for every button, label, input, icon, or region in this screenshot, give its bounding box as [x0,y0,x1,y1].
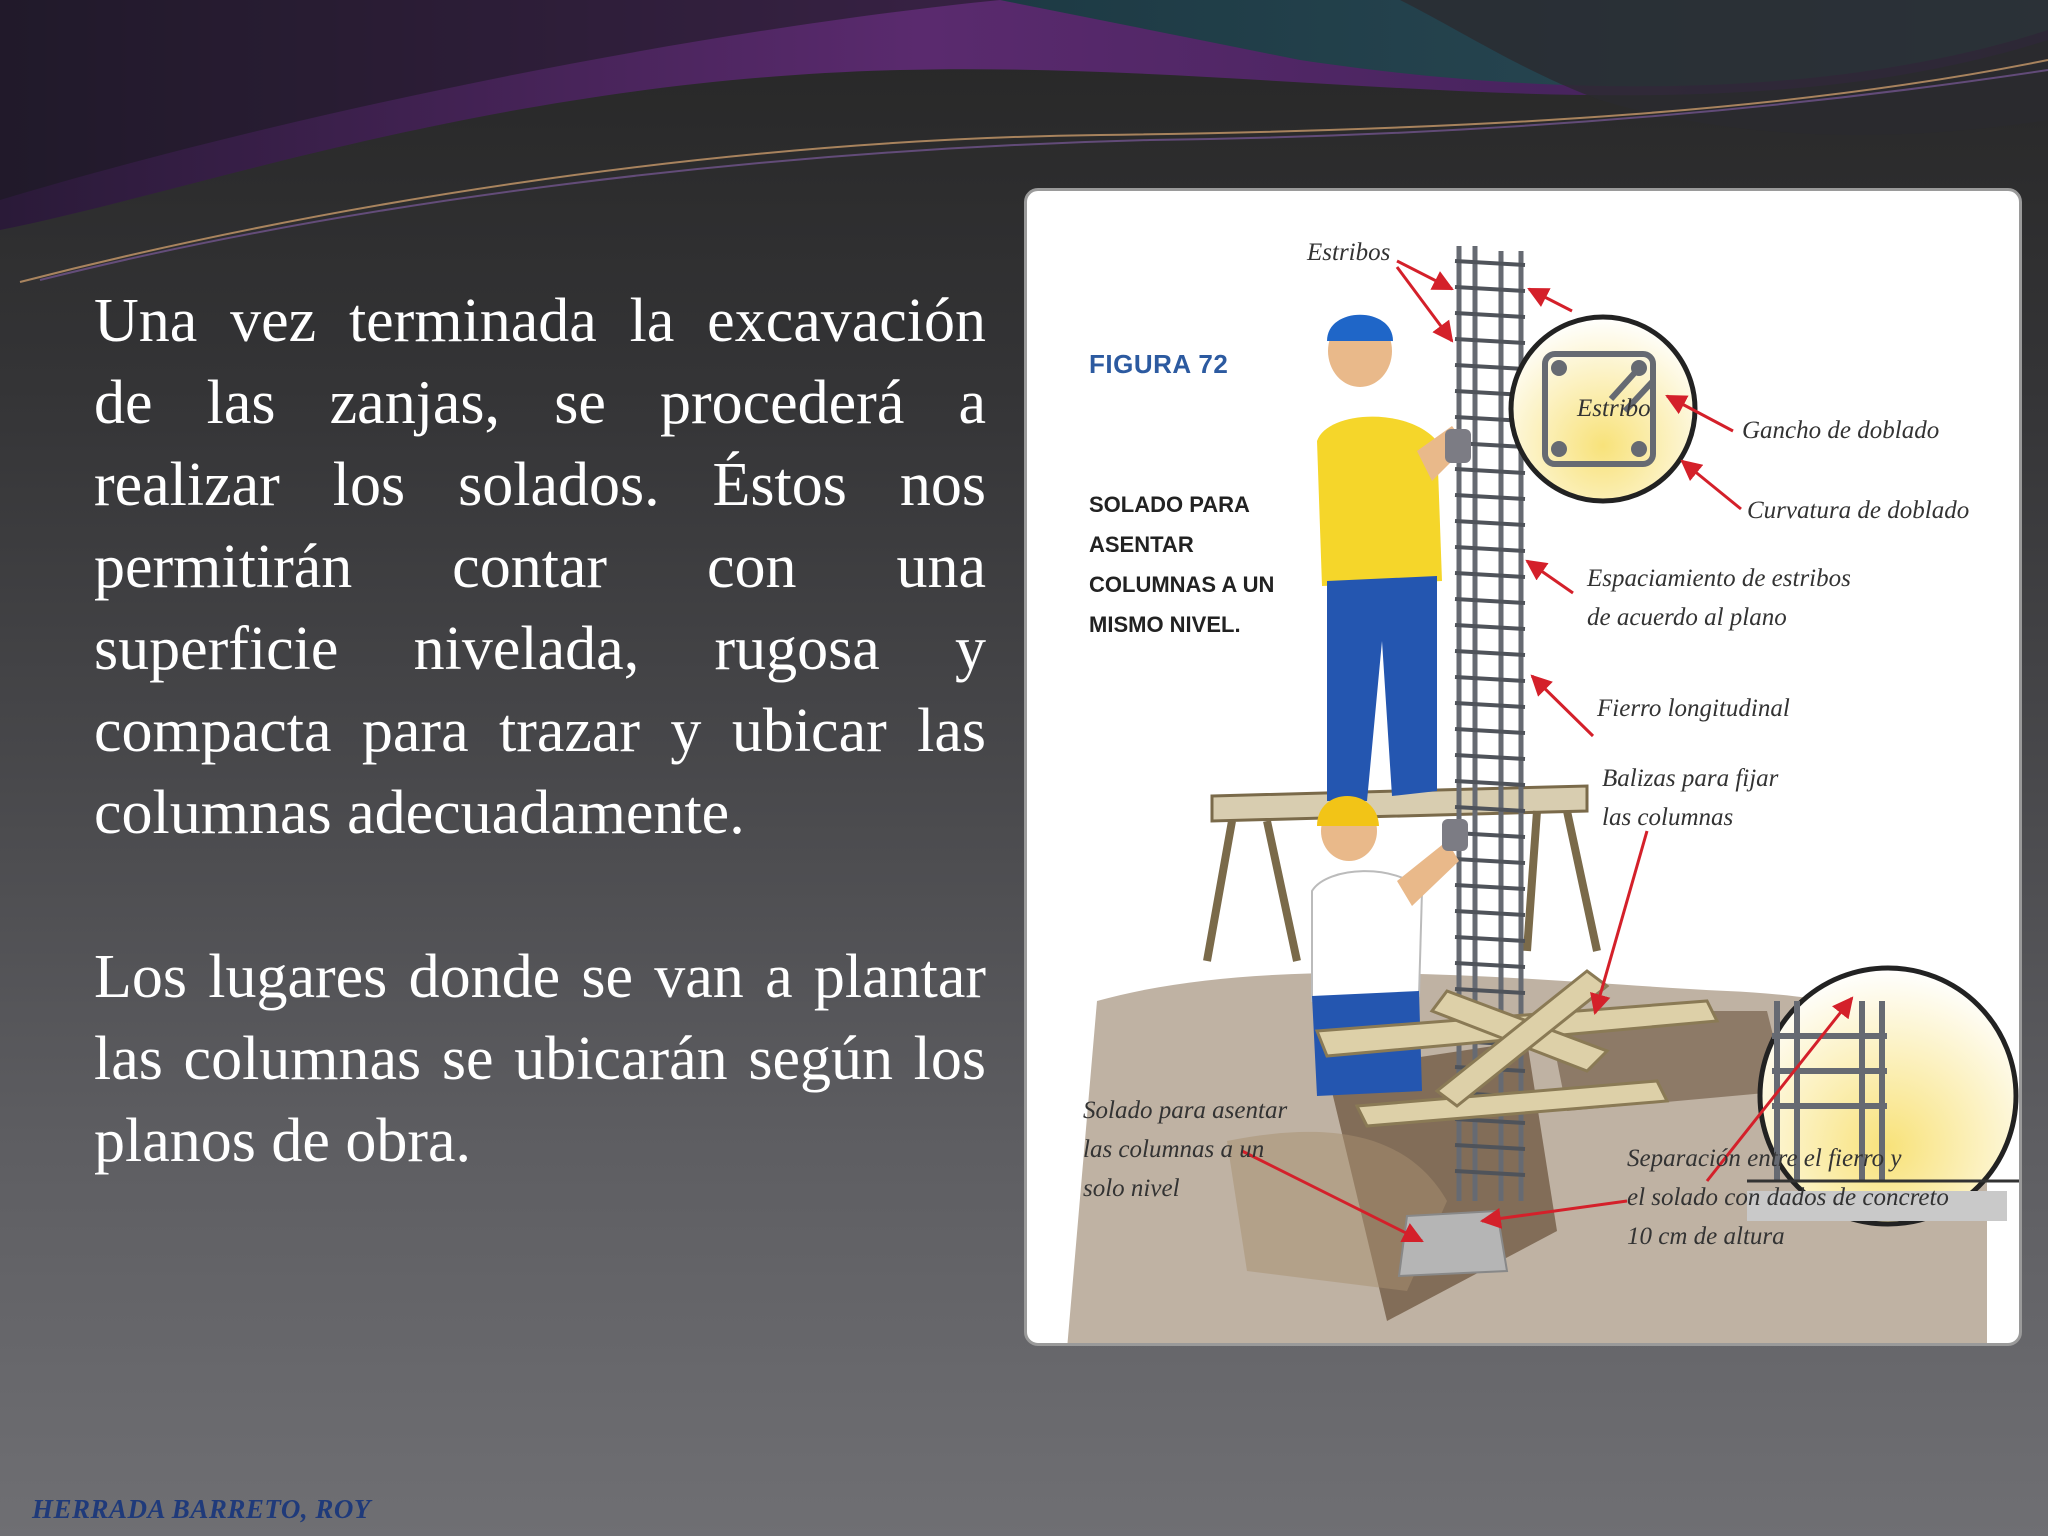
footer-author: HERRADA BARRETO, ROY [32,1494,371,1524]
label-gancho: Gancho de doblado [1742,417,1940,444]
label-balizas-2: las columnas [1602,804,1734,831]
stirrup-ring [1455,729,1525,733]
label-estribos: Estribos [1307,239,1391,266]
stirrup-ring [1455,677,1525,681]
label-solado-2: las columnas a un [1083,1136,1265,1163]
stirrup-ring [1455,937,1525,941]
stirrup-ring [1455,495,1525,499]
stirrup-ring [1455,963,1525,967]
stirrup-ring [1455,547,1525,551]
stirrup-ring [1455,365,1525,369]
label-espaciamiento-2: de acuerdo al plano [1587,604,1787,631]
stirrup-ring [1455,573,1525,577]
label-curvatura: Curvatura de doblado [1747,497,1970,524]
label-estribo: Estribo [1577,395,1651,422]
stirrup-ring [1455,287,1525,291]
stirrup-ring [1455,599,1525,603]
paragraph-2: Los lugares donde se van a plantar las columnas se ubicarán según los planos de obra. [94,943,986,1175]
stirrup-ring [1455,339,1525,343]
label-fierro: Fierro longitudinal [1597,695,1790,722]
stirrup-ring [1455,885,1525,889]
label-espaciamiento-1: Espaciamiento de estribos [1587,565,1851,592]
stirrup-ring [1455,703,1525,707]
figure-caption: SOLADO PARA ASENTAR COLUMNAS A UN MISMO NIVEL. [1089,492,1275,637]
stirrup-ring [1455,859,1525,863]
label-separacion-1: Separación entre el fierro y [1627,1145,1902,1172]
figure-title: FIGURA 72 [1089,349,1229,379]
stirrup-ring [1455,781,1525,785]
stirrup-ring [1455,651,1525,655]
stirrup-ring [1455,911,1525,915]
label-balizas-1: Balizas para fijar [1602,765,1779,792]
label-separacion-3: 10 cm de altura [1627,1223,1785,1250]
label-solado-3: solo nivel [1083,1175,1180,1202]
label-solado-1: Solado para asentar [1083,1097,1288,1124]
label-separacion-2: el solado con dados de concreto [1627,1184,1949,1211]
stirrup-ring [1455,521,1525,525]
construction-figure [1024,188,2022,1346]
stirrup-ring [1455,261,1525,265]
stirrup-ring [1455,755,1525,759]
paragraph-1: Una vez terminada la excavación de las zanjas, se procederá a realizar los solados. Éstos nos permitirán contar con una superficie nivelada, rugosa y compacta para trazar y ubicar las columnas adecuadamente. [94,287,986,847]
stirrup-ring [1455,313,1525,317]
worker-top [1317,315,1471,801]
body-text [94,280,986,1182]
stirrup-ring [1455,625,1525,629]
stirrup-ring [1455,469,1525,473]
